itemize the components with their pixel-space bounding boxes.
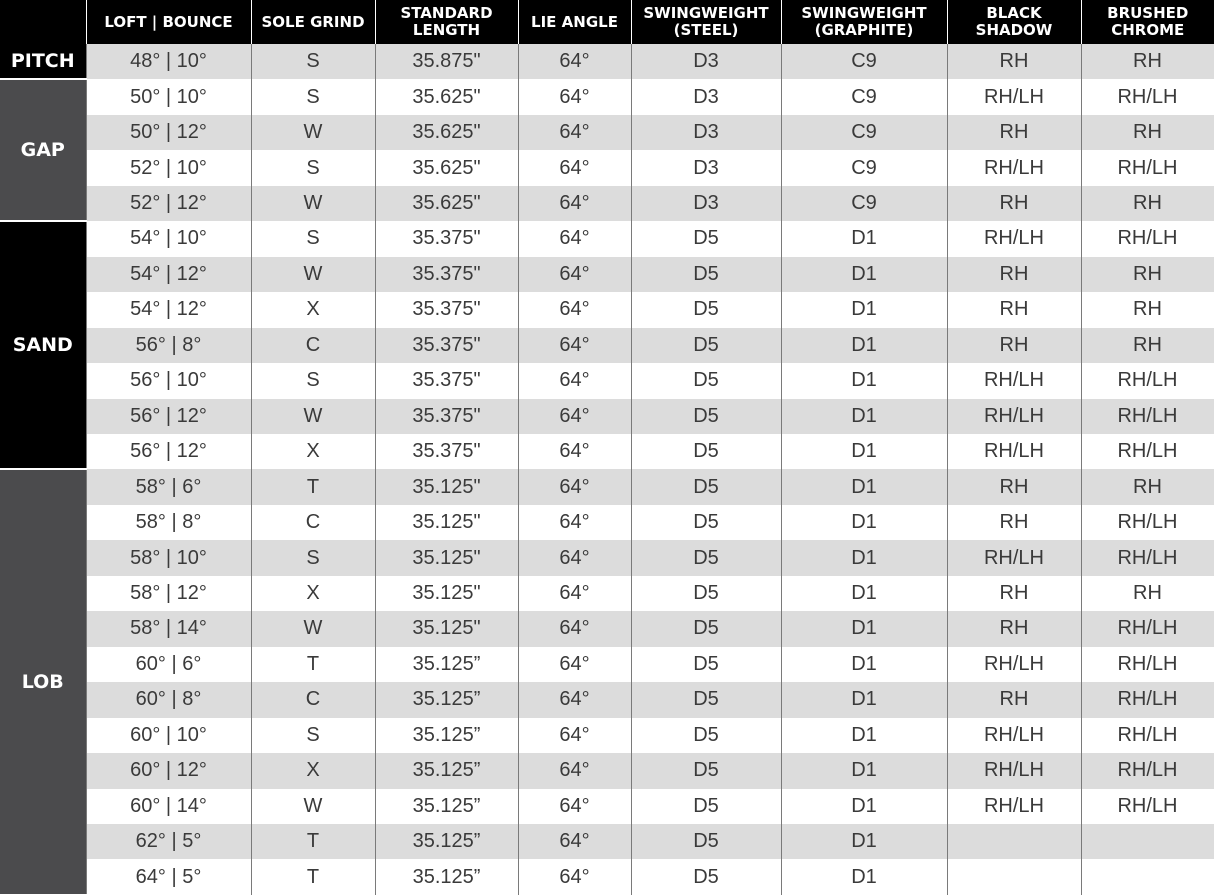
standard-length-cell: 35.125"	[375, 469, 518, 504]
swingweight-graphite-cell: D1	[781, 682, 947, 717]
standard-length-cell: 35.375"	[375, 434, 518, 469]
swingweight-steel-cell: D5	[631, 753, 781, 788]
lie-angle-cell: 64°	[518, 576, 631, 611]
brushed-chrome-cell: RH	[1081, 115, 1214, 150]
lie-angle-cell: 64°	[518, 647, 631, 682]
sole-grind-cell: S	[251, 221, 375, 256]
lie-angle-cell: 64°	[518, 328, 631, 363]
header-standard-length: STANDARD LENGTH	[375, 0, 518, 44]
header-swingweight-steel: SWINGWEIGHT (STEEL)	[631, 0, 781, 44]
standard-length-cell: 35.375"	[375, 257, 518, 292]
header-loft-bounce: LOFT | BOUNCE	[86, 0, 251, 44]
lie-angle-cell: 64°	[518, 611, 631, 646]
black-shadow-cell: RH	[947, 186, 1081, 221]
standard-length-cell: 35.625"	[375, 79, 518, 114]
loft-bounce-cell: 52° | 10°	[86, 150, 251, 185]
sole-grind-cell: S	[251, 150, 375, 185]
swingweight-graphite-cell: D1	[781, 434, 947, 469]
table-row	[0, 611, 1214, 646]
standard-length-cell: 35.375"	[375, 292, 518, 327]
swingweight-graphite-cell: D1	[781, 363, 947, 398]
table-row	[0, 186, 1214, 221]
sole-grind-cell: T	[251, 647, 375, 682]
swingweight-steel-cell: D3	[631, 44, 781, 79]
table-row	[0, 789, 1214, 824]
swingweight-graphite-cell: D1	[781, 328, 947, 363]
table-row	[0, 44, 1214, 79]
loft-bounce-cell: 56° | 12°	[86, 399, 251, 434]
loft-bounce-cell: 56° | 8°	[86, 328, 251, 363]
table-row	[0, 505, 1214, 540]
standard-length-cell: 35.625"	[375, 186, 518, 221]
sole-grind-cell: S	[251, 44, 375, 79]
group-label-sand: SAND	[0, 221, 86, 469]
black-shadow-cell: RH	[947, 257, 1081, 292]
lie-angle-cell: 64°	[518, 859, 631, 895]
brushed-chrome-cell: RH/LH	[1081, 540, 1214, 575]
table-row	[0, 682, 1214, 717]
sole-grind-cell: X	[251, 576, 375, 611]
table-row	[0, 647, 1214, 682]
standard-length-cell: 35.125”	[375, 789, 518, 824]
brushed-chrome-cell: RH/LH	[1081, 363, 1214, 398]
lie-angle-cell: 64°	[518, 824, 631, 859]
sole-grind-cell: T	[251, 824, 375, 859]
black-shadow-cell: RH	[947, 469, 1081, 504]
swingweight-graphite-cell: D1	[781, 505, 947, 540]
sole-grind-cell: W	[251, 115, 375, 150]
brushed-chrome-cell: RH/LH	[1081, 505, 1214, 540]
black-shadow-cell: RH	[947, 611, 1081, 646]
black-shadow-cell: RH/LH	[947, 789, 1081, 824]
brushed-chrome-cell	[1081, 824, 1214, 859]
sole-grind-cell: X	[251, 753, 375, 788]
lie-angle-cell: 64°	[518, 753, 631, 788]
brushed-chrome-cell: RH	[1081, 186, 1214, 221]
brushed-chrome-cell: RH/LH	[1081, 682, 1214, 717]
header-swingweight-graphite: SWINGWEIGHT (GRAPHITE)	[781, 0, 947, 44]
swingweight-steel-cell: D5	[631, 824, 781, 859]
header-row	[0, 0, 1214, 44]
standard-length-cell: 35.125”	[375, 859, 518, 895]
lie-angle-cell: 64°	[518, 363, 631, 398]
standard-length-cell: 35.125”	[375, 682, 518, 717]
lie-angle-cell: 64°	[518, 257, 631, 292]
swingweight-graphite-cell: C9	[781, 186, 947, 221]
loft-bounce-cell: 60° | 14°	[86, 789, 251, 824]
table-row	[0, 328, 1214, 363]
sole-grind-cell: S	[251, 540, 375, 575]
swingweight-steel-cell: D5	[631, 363, 781, 398]
swingweight-steel-cell: D5	[631, 505, 781, 540]
sole-grind-cell: T	[251, 469, 375, 504]
table-row	[0, 718, 1214, 753]
sole-grind-cell: W	[251, 789, 375, 824]
table-row	[0, 824, 1214, 859]
spec-table-body	[0, 44, 1214, 895]
loft-bounce-cell: 50° | 12°	[86, 115, 251, 150]
black-shadow-cell: RH	[947, 292, 1081, 327]
black-shadow-cell: RH/LH	[947, 540, 1081, 575]
standard-length-cell: 35.875"	[375, 44, 518, 79]
swingweight-graphite-cell: D1	[781, 647, 947, 682]
black-shadow-cell: RH	[947, 44, 1081, 79]
black-shadow-cell: RH/LH	[947, 753, 1081, 788]
swingweight-graphite-cell: D1	[781, 399, 947, 434]
header-sole-grind: SOLE GRIND	[251, 0, 375, 44]
table-row	[0, 115, 1214, 150]
lie-angle-cell: 64°	[518, 221, 631, 256]
loft-bounce-cell: 58° | 10°	[86, 540, 251, 575]
sole-grind-cell: W	[251, 611, 375, 646]
black-shadow-cell: RH/LH	[947, 434, 1081, 469]
brushed-chrome-cell: RH	[1081, 44, 1214, 79]
loft-bounce-cell: 62° | 5°	[86, 824, 251, 859]
table-row	[0, 469, 1214, 504]
swingweight-steel-cell: D5	[631, 682, 781, 717]
swingweight-graphite-cell: D1	[781, 576, 947, 611]
brushed-chrome-cell: RH/LH	[1081, 434, 1214, 469]
table-row	[0, 221, 1214, 256]
black-shadow-cell: RH/LH	[947, 399, 1081, 434]
lie-angle-cell: 64°	[518, 399, 631, 434]
standard-length-cell: 35.125"	[375, 540, 518, 575]
loft-bounce-cell: 58° | 14°	[86, 611, 251, 646]
header-lie-angle: LIE ANGLE	[518, 0, 631, 44]
standard-length-cell: 35.125"	[375, 576, 518, 611]
black-shadow-cell: RH	[947, 682, 1081, 717]
brushed-chrome-cell: RH/LH	[1081, 718, 1214, 753]
swingweight-steel-cell: D5	[631, 221, 781, 256]
brushed-chrome-cell: RH/LH	[1081, 399, 1214, 434]
sole-grind-cell: S	[251, 363, 375, 398]
loft-bounce-cell: 54° | 12°	[86, 292, 251, 327]
table-row	[0, 79, 1214, 114]
header-corner	[0, 0, 86, 44]
loft-bounce-cell: 60° | 6°	[86, 647, 251, 682]
loft-bounce-cell: 58° | 8°	[86, 505, 251, 540]
swingweight-graphite-cell: D1	[781, 718, 947, 753]
swingweight-steel-cell: D5	[631, 789, 781, 824]
black-shadow-cell	[947, 859, 1081, 895]
brushed-chrome-cell: RH/LH	[1081, 789, 1214, 824]
lie-angle-cell: 64°	[518, 682, 631, 717]
standard-length-cell: 35.125”	[375, 718, 518, 753]
table-row	[0, 576, 1214, 611]
sole-grind-cell: C	[251, 682, 375, 717]
loft-bounce-cell: 56° | 12°	[86, 434, 251, 469]
lie-angle-cell: 64°	[518, 186, 631, 221]
group-label-lob: LOB	[0, 469, 86, 895]
sole-grind-cell: S	[251, 718, 375, 753]
sole-grind-cell: W	[251, 186, 375, 221]
swingweight-steel-cell: D3	[631, 115, 781, 150]
group-label-pitch: PITCH	[0, 44, 86, 79]
black-shadow-cell: RH	[947, 505, 1081, 540]
swingweight-steel-cell: D5	[631, 434, 781, 469]
swingweight-steel-cell: D5	[631, 257, 781, 292]
swingweight-graphite-cell: D1	[781, 859, 947, 895]
lie-angle-cell: 64°	[518, 115, 631, 150]
swingweight-graphite-cell: C9	[781, 150, 947, 185]
swingweight-steel-cell: D5	[631, 647, 781, 682]
black-shadow-cell: RH/LH	[947, 79, 1081, 114]
black-shadow-cell: RH/LH	[947, 718, 1081, 753]
loft-bounce-cell: 48° | 10°	[86, 44, 251, 79]
table-row	[0, 434, 1214, 469]
brushed-chrome-cell: RH/LH	[1081, 753, 1214, 788]
swingweight-graphite-cell: D1	[781, 824, 947, 859]
sole-grind-cell: W	[251, 257, 375, 292]
swingweight-steel-cell: D5	[631, 611, 781, 646]
loft-bounce-cell: 58° | 6°	[86, 469, 251, 504]
black-shadow-cell: RH	[947, 576, 1081, 611]
black-shadow-cell: RH/LH	[947, 221, 1081, 256]
table-row	[0, 399, 1214, 434]
brushed-chrome-cell: RH/LH	[1081, 221, 1214, 256]
loft-bounce-cell: 58° | 12°	[86, 576, 251, 611]
black-shadow-cell: RH/LH	[947, 363, 1081, 398]
brushed-chrome-cell	[1081, 859, 1214, 895]
lie-angle-cell: 64°	[518, 434, 631, 469]
brushed-chrome-cell: RH	[1081, 576, 1214, 611]
lie-angle-cell: 64°	[518, 540, 631, 575]
sole-grind-cell: S	[251, 79, 375, 114]
group-label-gap: GAP	[0, 79, 86, 221]
loft-bounce-cell: 54° | 10°	[86, 221, 251, 256]
swingweight-steel-cell: D3	[631, 79, 781, 114]
loft-bounce-cell: 60° | 10°	[86, 718, 251, 753]
lie-angle-cell: 64°	[518, 789, 631, 824]
loft-bounce-cell: 60° | 12°	[86, 753, 251, 788]
standard-length-cell: 35.375"	[375, 328, 518, 363]
lie-angle-cell: 64°	[518, 505, 631, 540]
brushed-chrome-cell: RH/LH	[1081, 647, 1214, 682]
lie-angle-cell: 64°	[518, 150, 631, 185]
standard-length-cell: 35.625"	[375, 150, 518, 185]
swingweight-graphite-cell: D1	[781, 257, 947, 292]
table-row	[0, 859, 1214, 895]
swingweight-steel-cell: D5	[631, 540, 781, 575]
loft-bounce-cell: 60° | 8°	[86, 682, 251, 717]
loft-bounce-cell: 56° | 10°	[86, 363, 251, 398]
sole-grind-cell: C	[251, 505, 375, 540]
lie-angle-cell: 64°	[518, 469, 631, 504]
swingweight-steel-cell: D5	[631, 328, 781, 363]
standard-length-cell: 35.625"	[375, 115, 518, 150]
swingweight-graphite-cell: C9	[781, 79, 947, 114]
black-shadow-cell: RH/LH	[947, 647, 1081, 682]
swingweight-steel-cell: D5	[631, 469, 781, 504]
sole-grind-cell: W	[251, 399, 375, 434]
header-black-shadow: BLACK SHADOW	[947, 0, 1081, 44]
sole-grind-cell: X	[251, 434, 375, 469]
swingweight-graphite-cell: D1	[781, 540, 947, 575]
swingweight-graphite-cell: D1	[781, 611, 947, 646]
standard-length-cell: 35.125”	[375, 647, 518, 682]
sole-grind-cell: X	[251, 292, 375, 327]
lie-angle-cell: 64°	[518, 718, 631, 753]
brushed-chrome-cell: RH/LH	[1081, 611, 1214, 646]
standard-length-cell: 35.375"	[375, 399, 518, 434]
swingweight-graphite-cell: D1	[781, 221, 947, 256]
table-row	[0, 363, 1214, 398]
loft-bounce-cell: 50° | 10°	[86, 79, 251, 114]
sole-grind-cell: C	[251, 328, 375, 363]
swingweight-steel-cell: D3	[631, 186, 781, 221]
standard-length-cell: 35.375"	[375, 363, 518, 398]
brushed-chrome-cell: RH	[1081, 328, 1214, 363]
swingweight-steel-cell: D5	[631, 576, 781, 611]
swingweight-steel-cell: D5	[631, 399, 781, 434]
loft-bounce-cell: 64° | 5°	[86, 859, 251, 895]
table-row	[0, 150, 1214, 185]
loft-bounce-cell: 54° | 12°	[86, 257, 251, 292]
swingweight-graphite-cell: D1	[781, 753, 947, 788]
sole-grind-cell: T	[251, 859, 375, 895]
brushed-chrome-cell: RH/LH	[1081, 79, 1214, 114]
black-shadow-cell: RH	[947, 115, 1081, 150]
table-row	[0, 540, 1214, 575]
standard-length-cell: 35.125"	[375, 505, 518, 540]
brushed-chrome-cell: RH	[1081, 257, 1214, 292]
swingweight-graphite-cell: C9	[781, 44, 947, 79]
swingweight-graphite-cell: C9	[781, 115, 947, 150]
standard-length-cell: 35.125”	[375, 753, 518, 788]
black-shadow-cell	[947, 824, 1081, 859]
black-shadow-cell: RH/LH	[947, 150, 1081, 185]
swingweight-graphite-cell: D1	[781, 292, 947, 327]
swingweight-graphite-cell: D1	[781, 789, 947, 824]
table-row	[0, 292, 1214, 327]
lie-angle-cell: 64°	[518, 79, 631, 114]
standard-length-cell: 35.375"	[375, 221, 518, 256]
brushed-chrome-cell: RH	[1081, 469, 1214, 504]
brushed-chrome-cell: RH/LH	[1081, 150, 1214, 185]
swingweight-steel-cell: D5	[631, 292, 781, 327]
table-row	[0, 257, 1214, 292]
header-brushed-chrome: BRUSHED CHROME	[1081, 0, 1214, 44]
black-shadow-cell: RH	[947, 328, 1081, 363]
lie-angle-cell: 64°	[518, 292, 631, 327]
table-row	[0, 753, 1214, 788]
standard-length-cell: 35.125”	[375, 824, 518, 859]
brushed-chrome-cell: RH	[1081, 292, 1214, 327]
swingweight-graphite-cell: D1	[781, 469, 947, 504]
swingweight-steel-cell: D5	[631, 718, 781, 753]
lie-angle-cell: 64°	[518, 44, 631, 79]
swingweight-steel-cell: D5	[631, 859, 781, 895]
standard-length-cell: 35.125"	[375, 611, 518, 646]
swingweight-steel-cell: D3	[631, 150, 781, 185]
loft-bounce-cell: 52° | 12°	[86, 186, 251, 221]
